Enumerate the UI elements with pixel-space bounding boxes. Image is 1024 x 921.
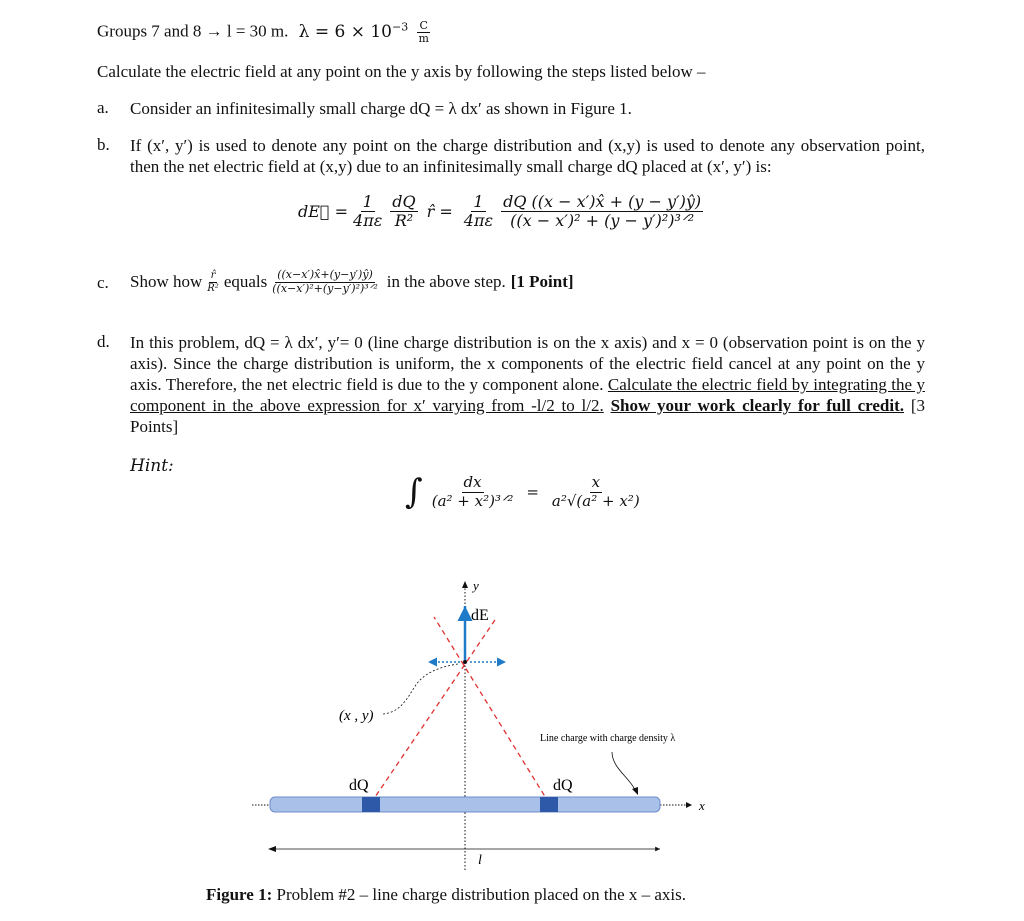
dE-label: dE: [471, 607, 489, 624]
eq-lhs: dE⃗ =: [298, 202, 349, 222]
hint-integral: ∫ $\frac{dx}{\text{(a² + x²)³ᐟ²}}$ = $\frac{x}{\text{a²√(a² + x²)}}$: [405, 472, 640, 512]
field-equation: dE⃗ = $\frac{1}{4\pi\varepsilon}$ $\frac{dQ}{\text{R²}}$ r̂ = $\frac{1}{4\pi\varepsilon}$ $\frac{dQ ((x - x')x̂ + (y - y')ŷ)}{\text{((x − x′)² + (y − y′)²)³ᐟ²}}$: [298, 192, 702, 231]
header-unit: $\frac{C}{m}$: [418, 18, 429, 46]
dQ-left-label: dQ: [349, 777, 369, 794]
step-b-text: If (x′, y′) is used to denote any point on the charge distribution and (x,y) is used to denote any observation point, then the net electric field at (x,y) due to an infinitesimally small charge dQ placed at (x′, y′) is:: [130, 136, 925, 176]
eq-rhat: r̂ =: [426, 202, 453, 222]
field-line-left: [371, 617, 497, 803]
header-line: [97, 16, 434, 46]
y-axis-label: y: [473, 578, 479, 593]
step-c-marker: c.: [97, 273, 109, 292]
field-line-right: [434, 617, 549, 803]
line-charge-leader: [612, 752, 635, 790]
charge-element-left: [362, 797, 380, 812]
length-label: l: [478, 853, 482, 868]
hint-label: Hint:: [130, 456, 174, 476]
header-arrow: →: [205, 21, 223, 41]
header-lambda: $\lambda = 6 \times 10^{-3}$: [298, 20, 409, 42]
step-d-text: In this problem, dQ = λ dx′, y′= 0 (line charge distribution is on the x axis) and x = 0 (observation point is on the y axis). Since the charge distribution is uniform, the x components of the electric field cancel at any point on the y axis. Therefore, the net electric field is due to the y component alone. Calculate the electric field by integrating the y component in the above expression for x′ varying from -l/2 to l/2. Show your work clearly for full credit. [3 Points]: [130, 333, 926, 436]
step-b-marker: b.: [97, 135, 110, 154]
x-axis-label: x: [699, 798, 705, 813]
intro-text: Calculate the electric field at any point on the y axis by following the steps listed below –: [97, 62, 706, 81]
dQ-right-label: dQ: [553, 777, 573, 794]
header-groups: Groups 7 and 8: [97, 21, 202, 41]
line-charge-rod: [270, 797, 660, 812]
step-a-marker: a.: [97, 98, 109, 117]
figure-caption: Figure 1: Problem #2 – line charge distribution placed on the x – axis.: [206, 885, 687, 904]
charge-element-right: [540, 797, 558, 812]
y-axis-arrowhead: [462, 581, 468, 588]
header-length: l = 30 m.: [226, 21, 289, 41]
step-c-text: Show how $\frac{r̂}{\text{R²}}$ equals $\frac{((x-x')x̂+(y-y')ŷ)}{\text{((x−x′)²+(y−y′)²)³ᐟ²}}$ in the above step. [1 Point]: [130, 267, 574, 295]
observation-point: [463, 660, 467, 664]
step-a-text: Consider an infinitesimally small charge dQ = λ dx′ as shown in Figure 1.: [130, 99, 632, 118]
point-label: (x , y): [339, 708, 374, 724]
line-charge-label: Line charge with charge density λ: [540, 733, 676, 744]
step-d-marker: d.: [97, 332, 110, 351]
figure-1: [0, 570, 1024, 921]
point-leader: [383, 664, 458, 714]
